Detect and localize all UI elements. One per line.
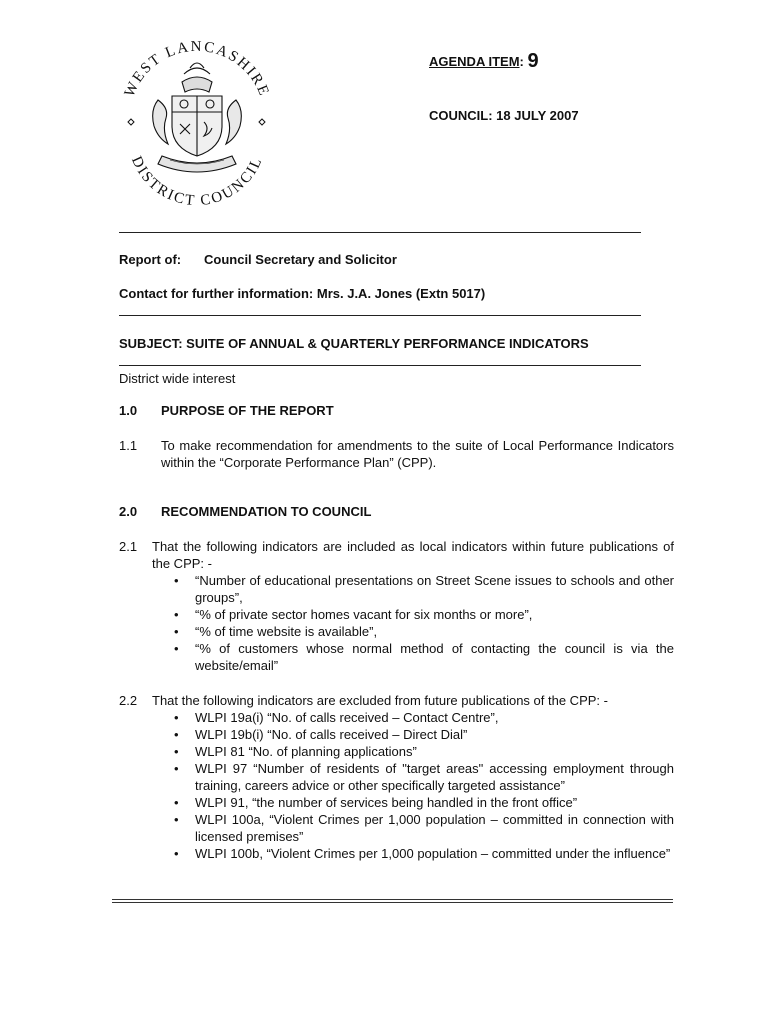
list-item: • “% of customers whose normal method of contacting the council is via the website/email” (172, 640, 674, 674)
logo-top-text: WEST LANCASHIRE (121, 38, 273, 100)
list-item: • WLPI 91, “the number of services being handled in the front office” (172, 794, 674, 811)
list-item: • “% of private sector homes vacant for six months or more”, (172, 606, 674, 623)
agenda-item-label: AGENDA ITEM (429, 54, 520, 69)
agenda-item-heading (429, 50, 539, 73)
list-item: • WLPI 19b(i) “No. of calls received – Direct Dial” (172, 726, 674, 743)
report-of-value: Council Secretary and Solicitor (204, 252, 397, 267)
divider-rule (119, 232, 641, 233)
para-2-2-bullet-list (172, 709, 674, 862)
divider-rule (119, 365, 641, 366)
agenda-item-colon: : (519, 54, 524, 69)
section-2-number: 2.0 (119, 504, 138, 519)
report-of-label: Report of: (119, 252, 182, 267)
logo-bottom-text: DISTRICT COUNCIL (127, 153, 266, 208)
interest-text: District wide interest (119, 371, 236, 386)
para-2-2-number: 2.2 (119, 693, 138, 708)
section-1-number: 1.0 (119, 403, 138, 418)
subject-heading: SUBJECT: SUITE OF ANNUAL & QUARTERLY PERFORMANCE INDICATORS (119, 336, 589, 351)
svg-text:WEST LANCASHIRE (122, 39, 273, 99)
para-2-2-text: That the following indicators are excluded from future publications of the CPP: - (152, 693, 608, 708)
list-item: • “% of time website is available”, (172, 623, 674, 640)
agenda-item-number: 9 (527, 50, 539, 72)
para-2-2-block (152, 692, 674, 862)
contact-info: Contact for further information: Mrs. J.A. Jones (Extn 5017) (119, 286, 486, 301)
section-1-title: PURPOSE OF THE REPORT (161, 403, 334, 418)
section-2-title: RECOMMENDATION TO COUNCIL (161, 504, 372, 519)
list-item: • WLPI 100a, “Violent Crimes per 1,000 population – committed in connection with licensed premises” (172, 811, 674, 845)
para-2-1-number: 2.1 (119, 539, 138, 554)
para-2-1-bullet-list (172, 572, 674, 674)
para-1-1-number: 1.1 (119, 438, 138, 453)
list-item: • “Number of educational presentations on Street Scene issues to schools and other groups”, (172, 572, 674, 606)
list-item: • WLPI 97 “Number of residents of "target areas" accessing employment through training, careers advice or other specifically targeted assistance” (172, 760, 674, 794)
list-item: • WLPI 81 “No. of planning applications” (172, 743, 674, 760)
para-2-1-block (152, 538, 674, 674)
para-1-1-text: To make recommendation for amendments to the suite of Local Performance Indicators within the “Corporate Performance Plan” (CPP). (161, 438, 674, 470)
list-item: • WLPI 19a(i) “No. of calls received – Contact Centre”, (172, 709, 674, 726)
svg-text:DISTRICT COUNCIL (128, 154, 266, 208)
list-item: • WLPI 100b, “Violent Crimes per 1,000 population – committed under the influence” (172, 845, 674, 862)
divider-rule (119, 315, 641, 316)
council-date: COUNCIL: 18 JULY 2007 (429, 108, 579, 123)
para-2-1-text: That the following indicators are included as local indicators within future publications of the CPP: - (152, 539, 674, 571)
footer-rule (112, 899, 673, 903)
council-crest-logo (110, 38, 285, 208)
